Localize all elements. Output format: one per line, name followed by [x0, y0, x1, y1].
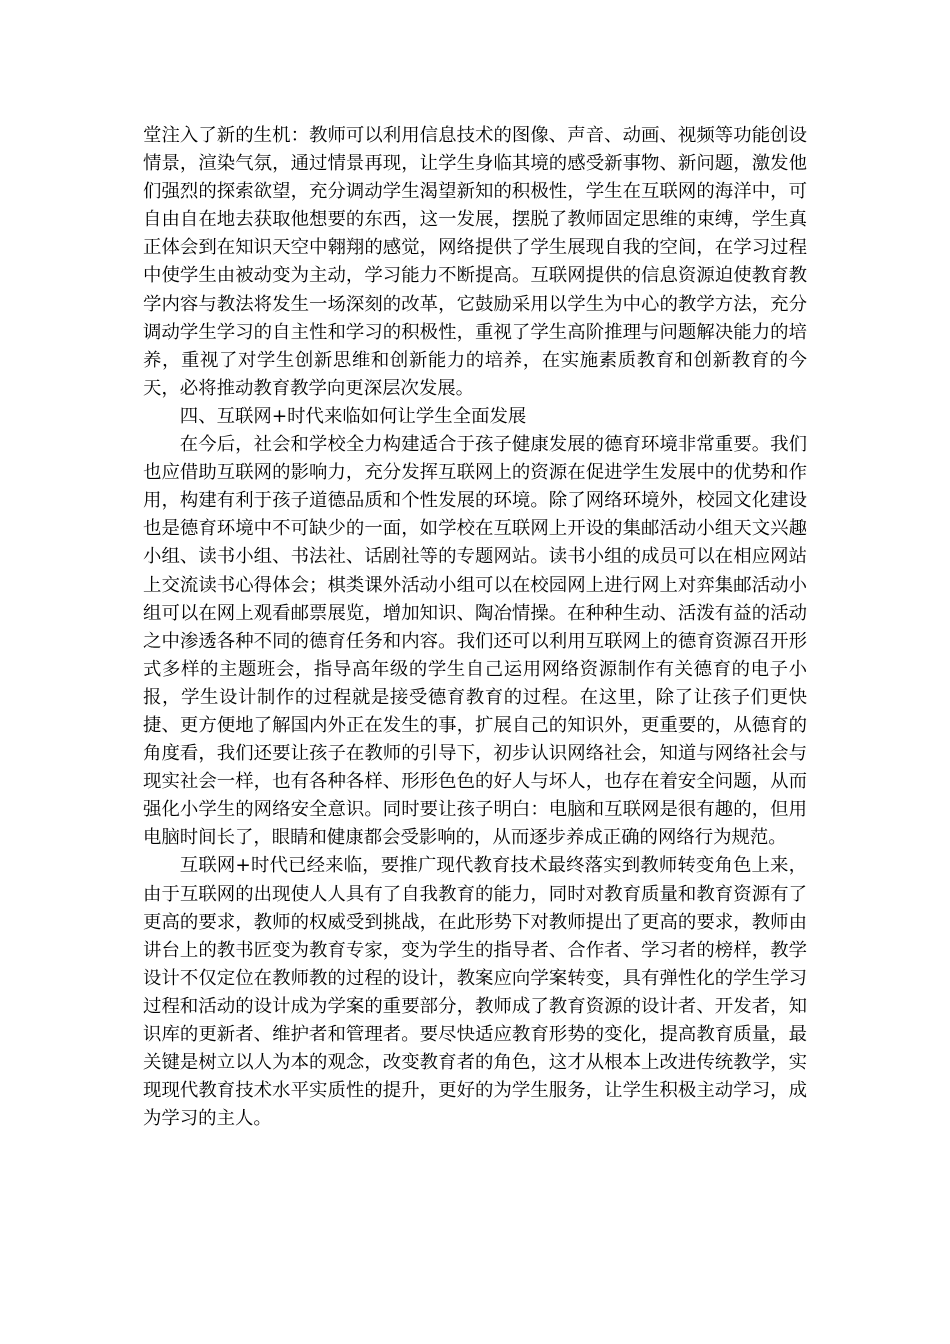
paragraph-moral-education: 在今后，社会和学校全力构建适合于孩子健康发展的德育环境非常重要。我们也应借助互联网的影响力，充分发挥互联网上的资源在促进学生发展中的优势和作用，构建有利于孩子道德品质和个性发展的环境。除了网络环境外，校园文化建设也是德育环境中不可缺少的一面，如学校在互联网上开设的集邮活动小组天文兴趣小组、读书小组、书法社、话剧社等的专题网站。读书小组的成员可以在相应网站上交流读书心得体会；棋类课外活动小组可以在校园网上进行网上对弈集邮活动小组可以在网上观看邮票展览，增加知识、陶冶情操。在种种生动、活泼有益的活动之中渗透各种不同的德育任务和内容。我们还可以利用互联网上的德育资源召开形式多样的主题班会，指导高年级的学生自己运用网络资源制作有关德育的电子小报，学生设计制作的过程就是接受德育教育的过程。在这里，除了让孩子们更快捷、更方便地了解国内外正在发生的事，扩展自己的知识外，更重要的，从德育的角度看，我们还要让孩子在教师的引导下，初步认识网络社会，知道与网络社会与现实社会一样，也有各种各样、形形色色的好人与坏人，也存在着安全问题，从而强化小学生的网络安全意识。同时要让孩子明白：电脑和互联网是很有趣的，但用电脑时间长了，眼睛和健康都会受影响的，从而逐步养成正确的网络行为规范。 — [143, 434, 807, 849]
paragraph-intro: 堂注入了新的生机：教师可以利用信息技术的图像、声音、动画、视频等功能创设情景，渲染气氛，通过情景再现，让学生身临其境的感受新事物、新问题，激发他们强烈的探索欲望，充分调动学生渴望新知的积极性，学生在互联网的海洋中，可自由自在地去获取他想要的东西，这一发展，摆脱了教师固定思维的束缚，学生真正体会到在知识天空中翱翔的感觉，网络提供了学生展现自我的空间，在学习过程中使学生由被动变为主动，学习能力不断提高。互联网提供的信息资源迫使教育教学内容与教法将发生一场深刻的改革，它鼓励采用以学生为中心的教学方法，充分调动学生学习的自主性和学习的积极性，重视了学生高阶推理与问题解决能力的培养，重视了对学生创新思维和创新能力的培养，在实施素质教育和创新教育的今天，必将推动教育教学向更深层次发展。 — [143, 125, 807, 399]
paragraph-teacher-role: 互联网+时代已经来临，要推广现代教育技术最终落实到教师转变角色上来，由于互联网的出现使人人具有了自我教育的能力，同时对教育质量和教育资源有了更高的要求，教师的权威受到挑战，在此形势下对教师提出了更高的要求，教师由讲台上的教书匠变为教育专家，变为学生的指导者、合作者、学习者的榜样，教学设计不仅定位在教师教的过程的设计，教案应向学案转变，具有弹性化的学生学习过程和活动的设计成为学案的重要部分，教师成了教育资源的设计者、开发者，知识库的更新者、维护者和管理者。要尽快适应教育形势的变化，提高教育质量，最关键是树立以人为本的观念，改变教育者的角色，这才从根本上改进传统教学，实现现代教育技术水平实质性的提升，更好的为学生服务，让学生积极主动学习，成为学习的主人。 — [143, 855, 807, 1130]
section-heading: 四、互联网+时代来临如何让学生全面发展 — [179, 405, 527, 427]
document-page — [143, 122, 807, 1133]
